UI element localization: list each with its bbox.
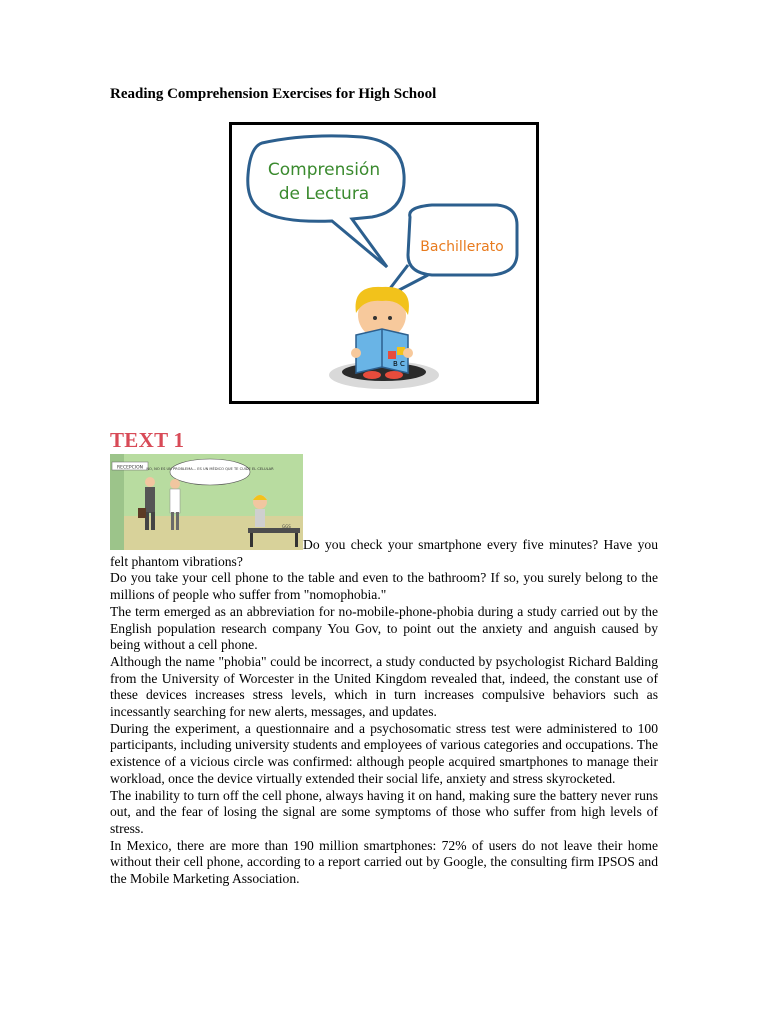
paragraph: During the experiment, a questionnaire and a psychosomatic stress test were administered to 100 participants, including university students and employees of various categories and occupations. The existence of a vicious circle was confirmed: although people acquired smartphones to manage their workload, once the device virtually extended their social life, anxiety and stress skyrocketed. xyxy=(110,720,658,786)
paragraph: Although the name "phobia" could be incorrect, a study conducted by psychologist Richard Balding from the University of Worcester in the United Kingdom revealed that, indeed, the constant use of these devices increases stress levels, which in turn increases compulsive behaviors such as incessantly searching for new alerts, messages, and updates. xyxy=(110,653,658,720)
paragraph: Do you check your smartphone every five minutes? Have you felt phantom vibrations? xyxy=(110,537,658,569)
paragraph: In Mexico, there are more than 190 million smartphones: 72% of users do not leave their home without their cell phone, according to a report carried out by Google, the consulting firm IPSOS and the Mobile Marketing Association. xyxy=(110,837,658,887)
cover-illustration xyxy=(229,122,539,404)
bubble-main-line1: Comprensión xyxy=(267,160,381,180)
comic-illustration xyxy=(110,454,303,550)
paragraph: The inability to turn off the cell phone, always having it on hand, making sure the battery never runs out, and the fear of losing the signal are some symptoms of those who suffer from high levels of stress. xyxy=(110,787,658,836)
svg-text:GGS: GGS xyxy=(282,524,291,529)
comic-sign: RECEPCION xyxy=(116,465,144,471)
bubble-main-line2: de Lectura xyxy=(278,184,370,204)
paragraph: Do you take your cell phone to the table and even to the bathroom? If so, you surely belong to the millions of people who suffer from "nomophobia." xyxy=(110,570,658,603)
paragraph: The term emerged as an abbreviation for no-mobile-phone-phobia during a study carried out by the English population research company You Gov, to point out the anxiety and anguish caused by being without a cell phone. xyxy=(110,603,658,653)
comic-speech: NO, NO ES UN PROBLEMA... ES UN MÉDICO QUE TE CUIDE EL CELULAR xyxy=(146,467,274,471)
page-title: Reading Comprehension Exercises for High School xyxy=(110,86,437,102)
article-body xyxy=(110,454,658,888)
bubble-small-text: Bachillerato xyxy=(420,239,504,255)
section-heading: TEXT 1 xyxy=(110,428,185,452)
book-letters: B C xyxy=(393,360,405,368)
